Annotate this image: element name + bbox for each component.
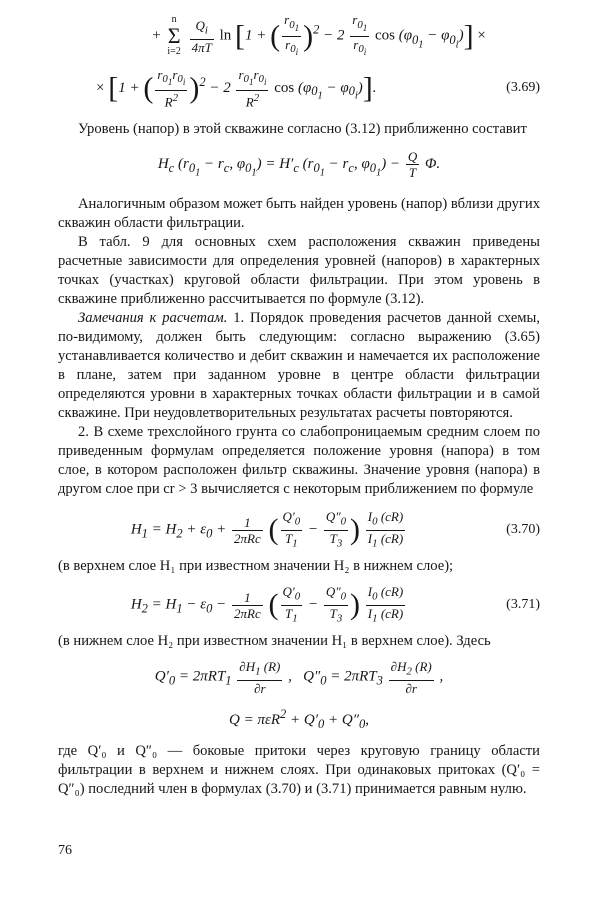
paragraph: 2. В схеме трехслойного грунта со слабопроницаемым средним слоем по приведенным формулам определяется положение уровня (напора) в том слое, в котором расположен фильтр скважины. Значение уровня (напора) в другом слое при cr > 3 вычисляется с некоторым приближением по формуле [58,424,540,498]
equation-q-sum: $Q = \pi\varepsilon R^2 + Q'_0 + Q''_0$, [229,706,369,731]
equation-3-69-line-2: × [1 + ( $\frac{r_{0_1}r_{0_i}}{R^2}$ )$^2$ − 2 $\frac{r_{0_1}r_{0_i}}{R^2}$ $\cos (\varphi_{0_1} - \varphi_{0_i})$]. (3.69) [96,66,540,110]
remark-heading: Замечания к расчетам. [78,310,228,327]
paragraph: где Q′₀ и Q″₀ — боковые притоки через круговую границу области фильтрации в верхнем и нижнем слоях. При одинаковых притоках (Q′₀ = Q″₀) последний член в формулах (3.70) и (3.71) принимается равным нулю. [58,742,540,797]
paragraph-body: 1. Порядок проведения расчетов данной схемы, по-видимому, должен быть следующим: согласно выражению (3.65) устанавливается количество и дебит скважин и намечается их расположение в плане, затем при заданном уровне в центре области фильтрации определяются уровни в характерных точках области фильтрации и в самой скважине. При неудовлетворительных результатах расчеты повторяются. [58,310,540,422]
paragraph: Уровень (напор) в этой скважине согласно (3.12) приближенно составит [78,120,527,137]
equation-number: (3.69) [506,80,540,96]
equation-q-prime: $Q'_0 = 2\pi RT_1$ $\frac{\partial H_1 (R)}{\partial r}$ , $Q''_0 = 2\pi RT_3$ $\frac{\partial H_2 (R)}{\partial r}$ , [154,659,444,696]
paragraph [58,309,540,423]
equation-number: (3.71) [506,597,540,613]
paragraph: (в верхнем слое H₁ при известном значении H₂ в нижнем слое); [58,558,454,575]
equation-number: (3.70) [506,522,540,538]
paragraph: Аналогичным образом может быть найден уровень (напор) вблизи других скважин области фильтрации. [58,196,540,232]
page-number: 76 [58,843,72,858]
equation-3-69-line-1: + n Σ i=2 $\frac{Q_i}{4\pi T}$ ln [1 + ( $\frac{r_{0_1}}{r_{0_i}}$ )$^2$ − 2 $\frac{r_{0_1}}{r_{0_i}}$ $\cos (\varphi_{0_1} - \varphi_{0_i})$] × [152,12,486,58]
paragraph: В табл. 9 для основных схем расположения скважин приведены расчетные зависимости для определения уровней (напоров) в характерных точках (участках) круговой области фильтрации. При этом уровень в скважине приближенно рассчитывается по формуле (3.12). [58,234,540,308]
equation-3-71: $H_2 = H_1 - \varepsilon_0$ − $\frac{1}{\text{2πRc}}$ ( $\frac{Q'_0}{T_1}$ − $\frac{Q''_0}{T_3}$ ) $\frac{I_0 (cR)}{I_1 (cR)}$ (3.71) [130,584,540,625]
equation-hc: $H_c$ ($r_{0_1} - r_c$, $\varphi_{0_1}) = H'_c$ ($r_{0_1} - r_c$, $\varphi_{0_1}$) − $\frac{Q}{T}$ Φ. [157,148,441,180]
equation-3-70: $H_1 = H_2 + \varepsilon_0$ + $\frac{1}{\text{2πRc}}$ ( $\frac{Q'_0}{T_1}$ − $\frac{Q''_0}{T_3}$ ) $\frac{I_0 (cR)}{I_1 (cR)}$ (3.70) [130,509,540,550]
paragraph: (в нижнем слое H₂ при известном значении H₁ в верхнем слое). Здесь [58,633,491,650]
